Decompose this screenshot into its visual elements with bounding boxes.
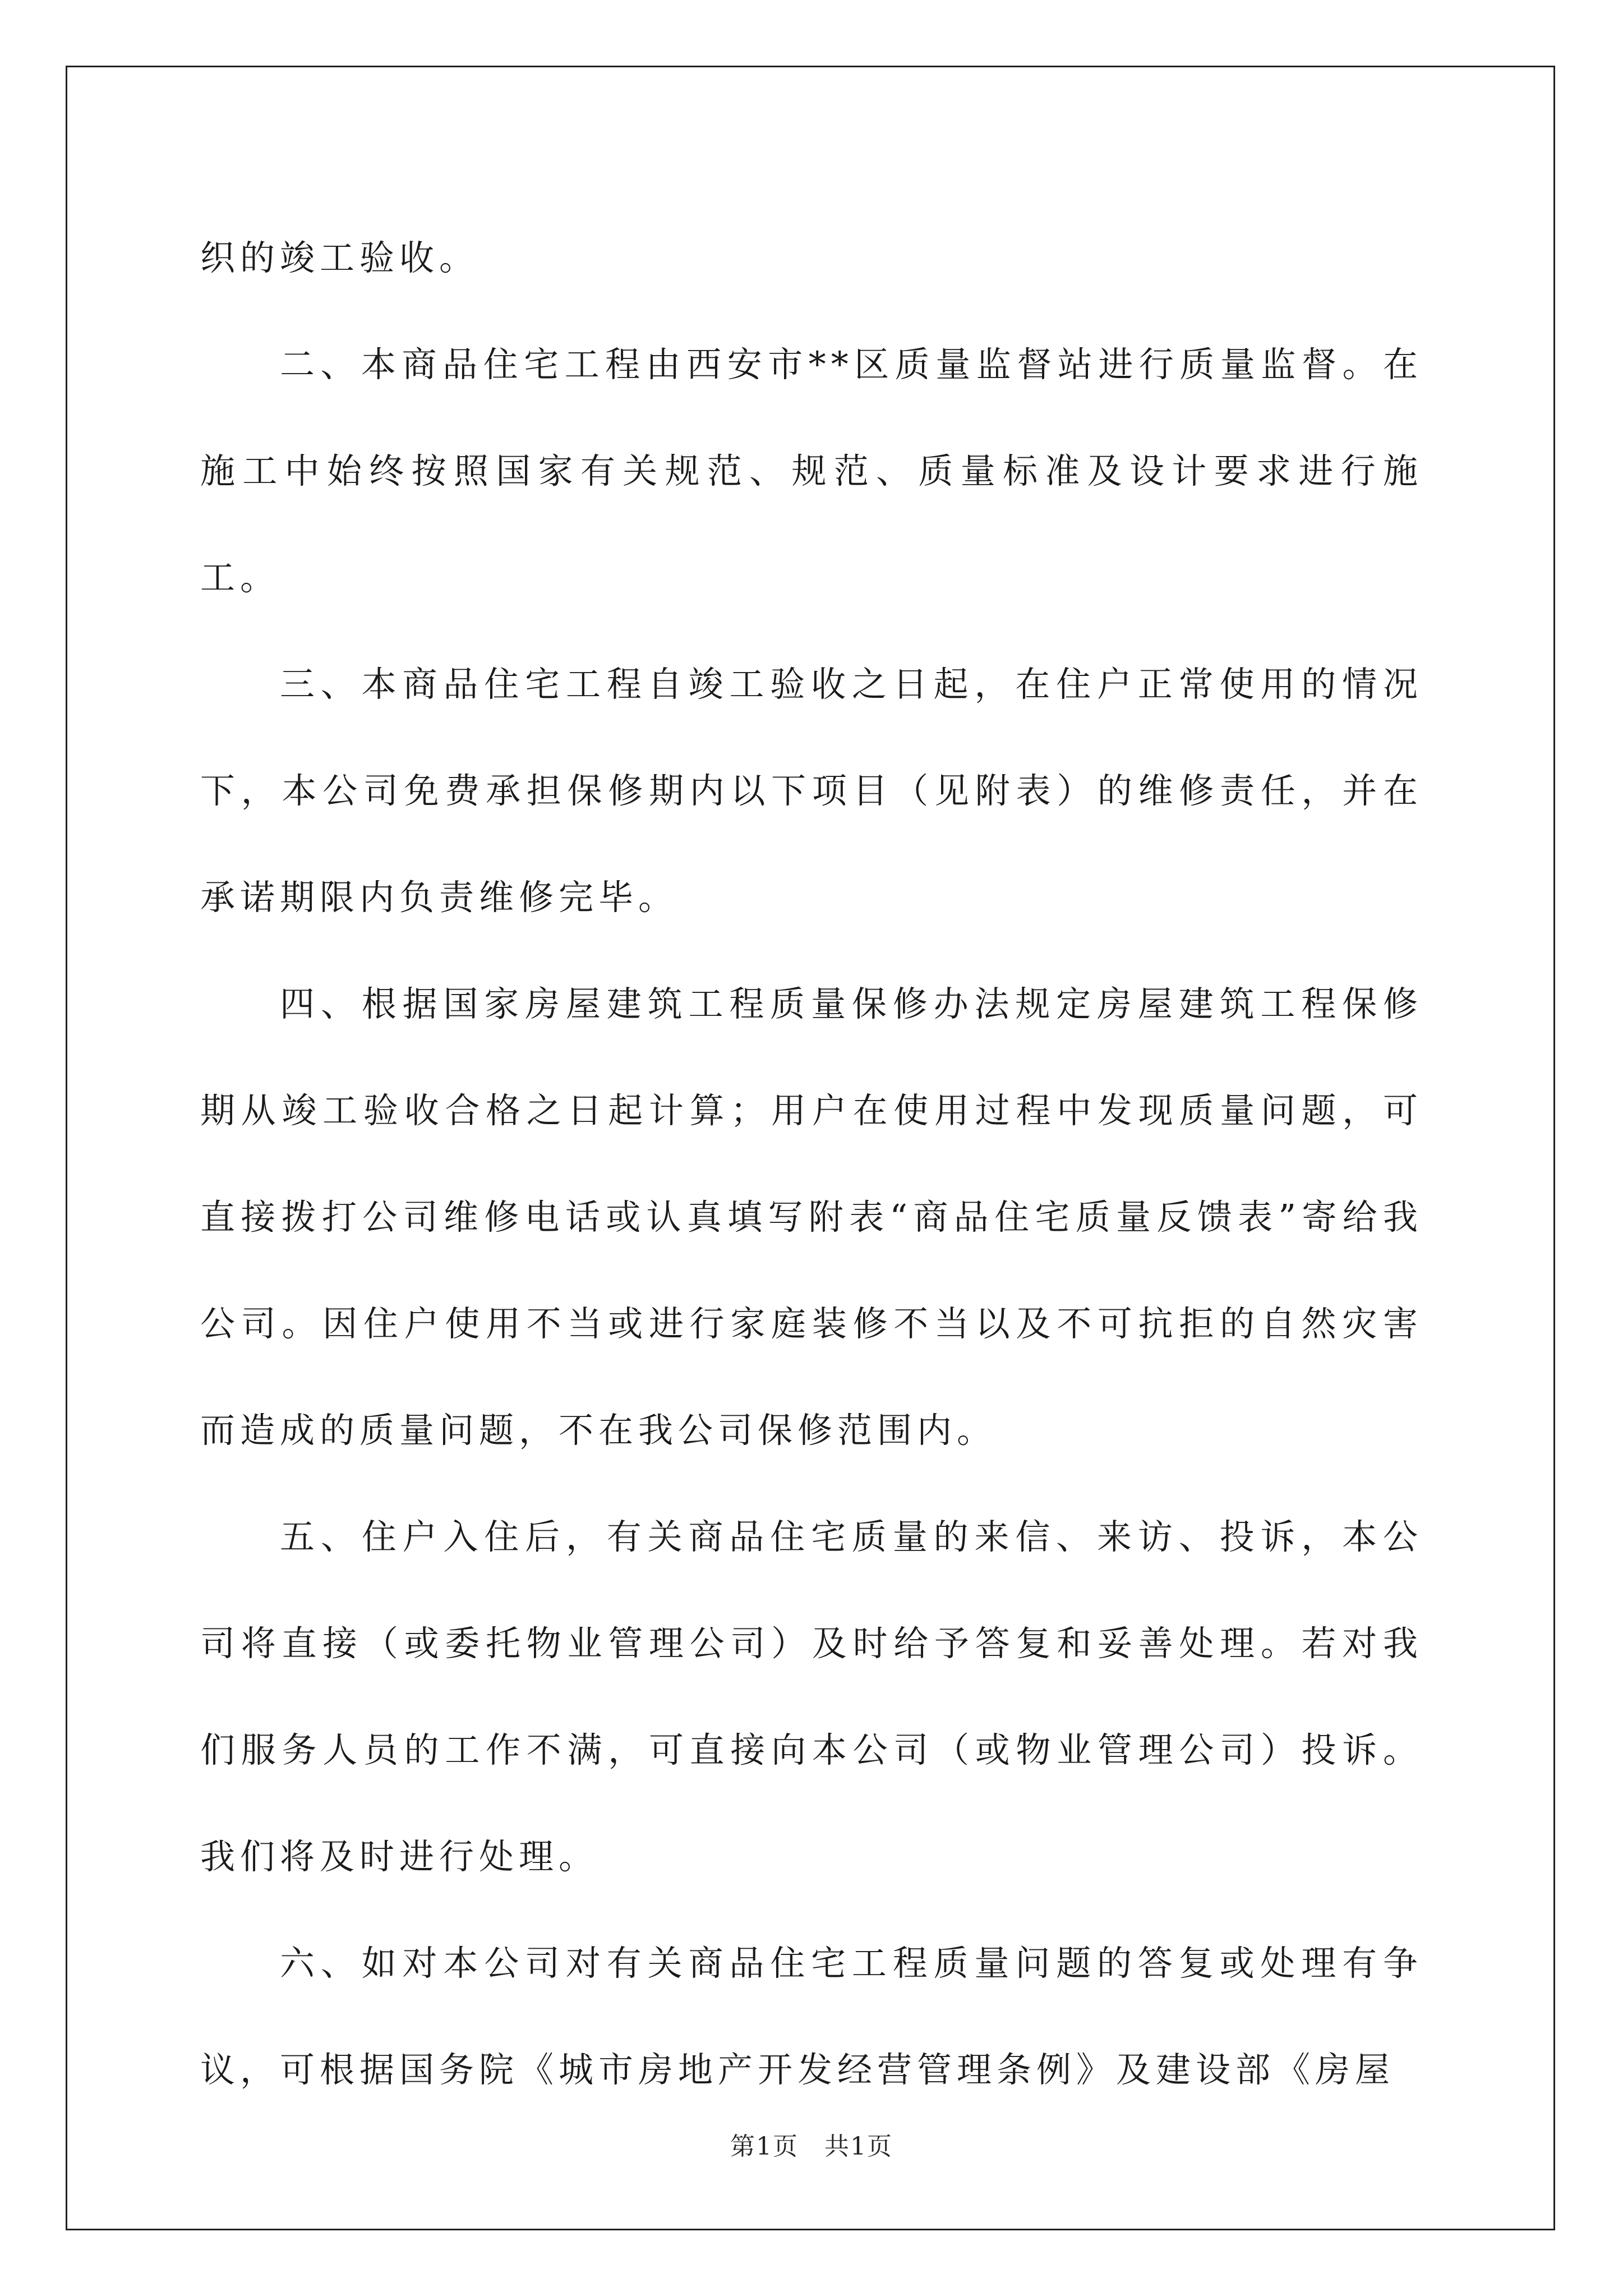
page-number-footer: 第1页 共1页 (730, 2132, 893, 2161)
paragraph-clause-5: 五、住户入住后，有关商品住宅质量的来信、来访、投诉，本公司将直接（或委托物业管理公司）及时给予答复和妥善处理。若对我们服务人员的工作不满，可直接向本公司（或物业管理公司）投诉。我们将及时进行处理。 (200, 1516, 1423, 1877)
paragraph-clause-6: 六、如对本公司对有关商品住宅工程质量问题的答复或处理有争议，可根据国务院《城市房地产开发经营管理条例》及建设部《房屋 (200, 1943, 1423, 2090)
document-body (200, 205, 1423, 2123)
paragraph-continuation: 织的竣工验收。 (200, 237, 479, 278)
paragraph-clause-3: 三、本商品住宅工程自竣工验收之日起，在住户正常使用的情况下，本公司免费承担保修期内以下项目（见附表）的维修责任，并在承诺期限内负责维修完毕。 (200, 664, 1423, 918)
paragraph-clause-2: 二、本商品住宅工程由西安市**区质量监督站进行质量监督。在施工中始终按照国家有关规范、规范、质量标准及设计要求进行施工。 (200, 344, 1423, 598)
paragraph-clause-4: 四、根据国家房屋建筑工程质量保修办法规定房屋建筑工程保修期从竣工验收合格之日起计算；用户在使用过程中发现质量问题，可直接拨打公司维修电话或认真填写附表“商品住宅质量反馈表”寄给我公司。因住户使用不当或进行家庭装修不当以及不可抗拒的自然灾害而造成的质量问题，不在我公司保修范围内。 (200, 983, 1423, 1451)
